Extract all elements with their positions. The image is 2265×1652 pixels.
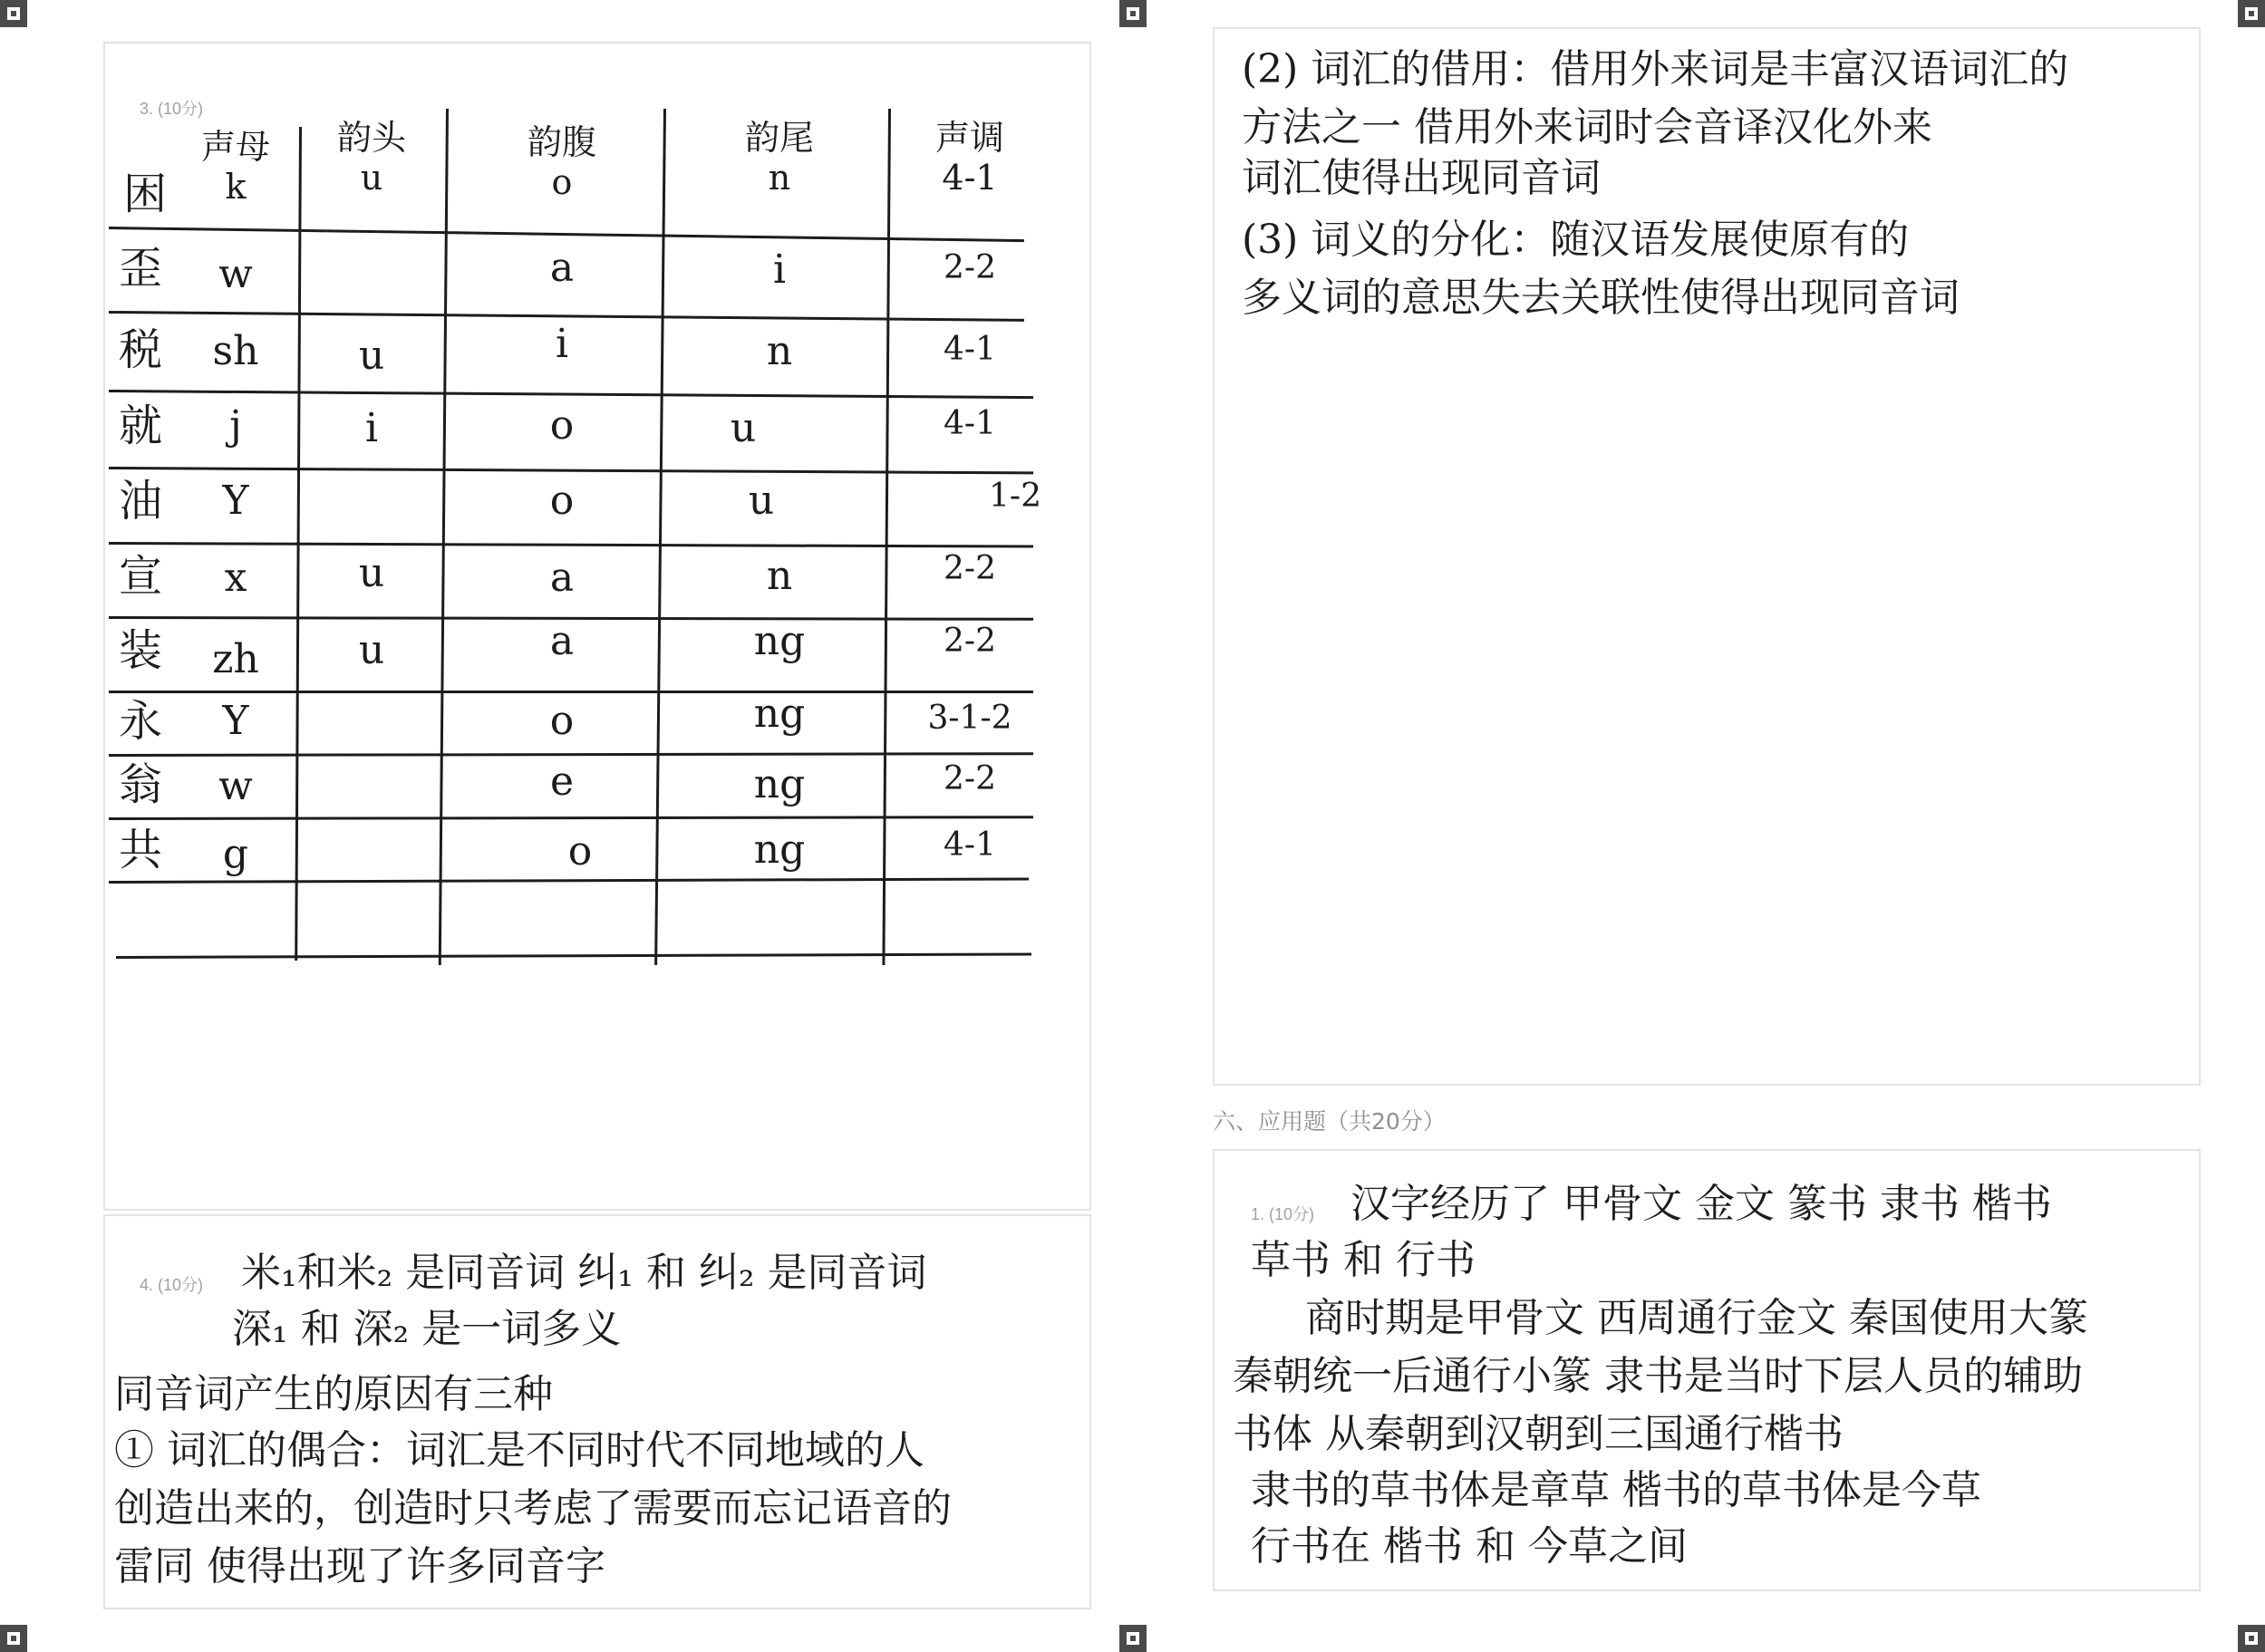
header-yunwei: 韵尾 n <box>744 118 814 198</box>
row-yunfu: o <box>567 828 593 874</box>
row-shengmu: w <box>218 763 253 809</box>
row-yunfu: i <box>555 321 569 367</box>
row-tone: 1-2 <box>989 478 1041 515</box>
answer-line: 创造出来的，创造时只考虑了需要而忘记语音的 <box>114 1485 952 1531</box>
row-yunfu: a <box>549 245 575 291</box>
row-yunwei: ng <box>753 691 806 737</box>
answer-line: 隶书的草书体是章草 楷书的草书体是今草 <box>1251 1467 1981 1513</box>
question-label-s6-q1: 1. (10分) <box>1251 1205 1315 1223</box>
table-rule <box>116 952 1031 959</box>
answer-line: 同音词产生的原因有三种 <box>114 1371 553 1417</box>
row-yuntou: u <box>358 550 385 596</box>
answer-line: 秦朝统一后通行小篆 隶书是当时下层人员的辅助 <box>1233 1353 2083 1399</box>
table-rule <box>439 109 449 965</box>
answer-line: 深₁ 和 深₂ 是一词多义 <box>232 1306 622 1352</box>
row-yunfu: a <box>549 618 575 664</box>
answer-box-continued <box>1213 27 2201 1086</box>
row-char: 装 <box>118 625 162 676</box>
table-rule <box>109 390 1033 399</box>
row-tone: 4-1 <box>944 331 996 368</box>
header-tone: 声调 4-1 <box>934 118 1004 198</box>
row-yunfu: o <box>549 402 575 449</box>
row-char: 翁 <box>118 759 162 810</box>
header-yunfu: 韵腹 o <box>527 122 596 202</box>
row-yunfu: o <box>549 698 575 744</box>
answer-line: 商时期是甲骨文 西周通行金文 秦国使用大篆 <box>1305 1295 2088 1341</box>
header-yuntou: 韵头 u <box>336 118 406 198</box>
answer-box-s6-q1 <box>1213 1149 2201 1591</box>
answer-line: 方法之一 借用外来词时会音译汉化外来 <box>1242 104 1932 150</box>
row-shengmu: j <box>229 402 242 449</box>
corner-marker-bl <box>0 1625 27 1652</box>
row-yunfu: a <box>549 555 575 601</box>
question-label-q3: 3. (10分) <box>140 100 204 118</box>
row-yuntou: u <box>358 627 385 673</box>
table-rule <box>109 816 1033 820</box>
answer-line: 米₁和米₂ 是同音词 纠₁ 和 纠₂ 是同音词 <box>241 1250 927 1296</box>
row-tone: 3-1-2 <box>927 700 1012 737</box>
answer-box-q4 <box>103 1214 1091 1609</box>
row-shengmu: zh <box>212 636 259 682</box>
row-yunfu: e <box>549 758 575 805</box>
row-shengmu: x <box>224 555 247 601</box>
row-char: 税 <box>118 324 162 375</box>
row-tone: 2-2 <box>944 623 996 660</box>
row-shengmu: Y <box>222 698 249 744</box>
answer-line: 行书在 楷书 和 今草之间 <box>1251 1523 1688 1570</box>
row-tone: 2-2 <box>944 249 996 286</box>
answer-line: 多义词的意思失去关联性使得出现同音词 <box>1242 275 1960 321</box>
header-char: 困 <box>122 169 167 219</box>
corner-marker-br <box>2238 1625 2265 1652</box>
row-tone: 2-2 <box>944 550 996 587</box>
answer-line: 书体 从秦朝到汉朝到三国通行楷书 <box>1233 1411 1844 1457</box>
question-label-q4: 4. (10分) <box>140 1276 204 1294</box>
row-tone: 4-1 <box>944 826 996 864</box>
row-tone: 4-1 <box>944 405 996 442</box>
row-char: 永 <box>118 696 162 747</box>
answer-line: 词汇使得出现同音词 <box>1242 155 1601 201</box>
row-shengmu: sh <box>212 328 259 374</box>
row-char: 就 <box>118 401 162 451</box>
row-yuntou: i <box>364 405 379 451</box>
row-yunwei: ng <box>753 826 806 873</box>
row-yunwei: ng <box>753 618 806 664</box>
corner-marker-tr <box>2238 0 2265 27</box>
corner-marker-tm <box>1119 0 1147 27</box>
answer-line: 汉字经历了 甲骨文 金文 篆书 隶书 楷书 <box>1350 1181 2052 1227</box>
row-yunwei: u <box>748 478 775 524</box>
row-char: 歪 <box>118 243 162 294</box>
answer-line: ① 词汇的偶合：词汇是不同时代不同地域的人 <box>114 1427 924 1473</box>
row-yunwei: n <box>766 553 793 599</box>
row-yuntou: u <box>358 333 385 379</box>
row-char: 油 <box>118 476 162 527</box>
section-title: 六、应用题（共20分） <box>1213 1108 1446 1135</box>
table-rule <box>109 542 1033 548</box>
answer-line: 草书 和 行书 <box>1251 1237 1476 1283</box>
header-shengmu: 声母 k <box>200 127 270 207</box>
pinyin-table <box>109 109 1041 970</box>
answer-line: 雷同 使得出现了许多同音字 <box>114 1543 605 1589</box>
corner-marker-tl <box>0 0 27 27</box>
corner-marker-bm <box>1119 1625 1147 1652</box>
table-rule <box>109 691 1033 693</box>
row-yunwei: ng <box>753 761 806 807</box>
row-shengmu: g <box>222 831 249 877</box>
row-shengmu: Y <box>222 478 249 524</box>
row-char: 共 <box>118 825 162 875</box>
row-tone: 2-2 <box>944 760 996 797</box>
row-yunfu: o <box>549 478 575 524</box>
row-yunwei: i <box>772 246 787 293</box>
row-char: 宣 <box>118 551 162 602</box>
row-yunwei: n <box>766 328 793 374</box>
row-yunwei: u <box>730 405 757 451</box>
row-shengmu: w <box>218 251 253 297</box>
answer-line: (3) 词义的分化：随汉语发展使原有的 <box>1242 217 1910 263</box>
table-rule <box>109 467 1033 474</box>
answer-line: (2) 词汇的借用：借用外来词是丰富汉语词汇的 <box>1242 46 2069 92</box>
